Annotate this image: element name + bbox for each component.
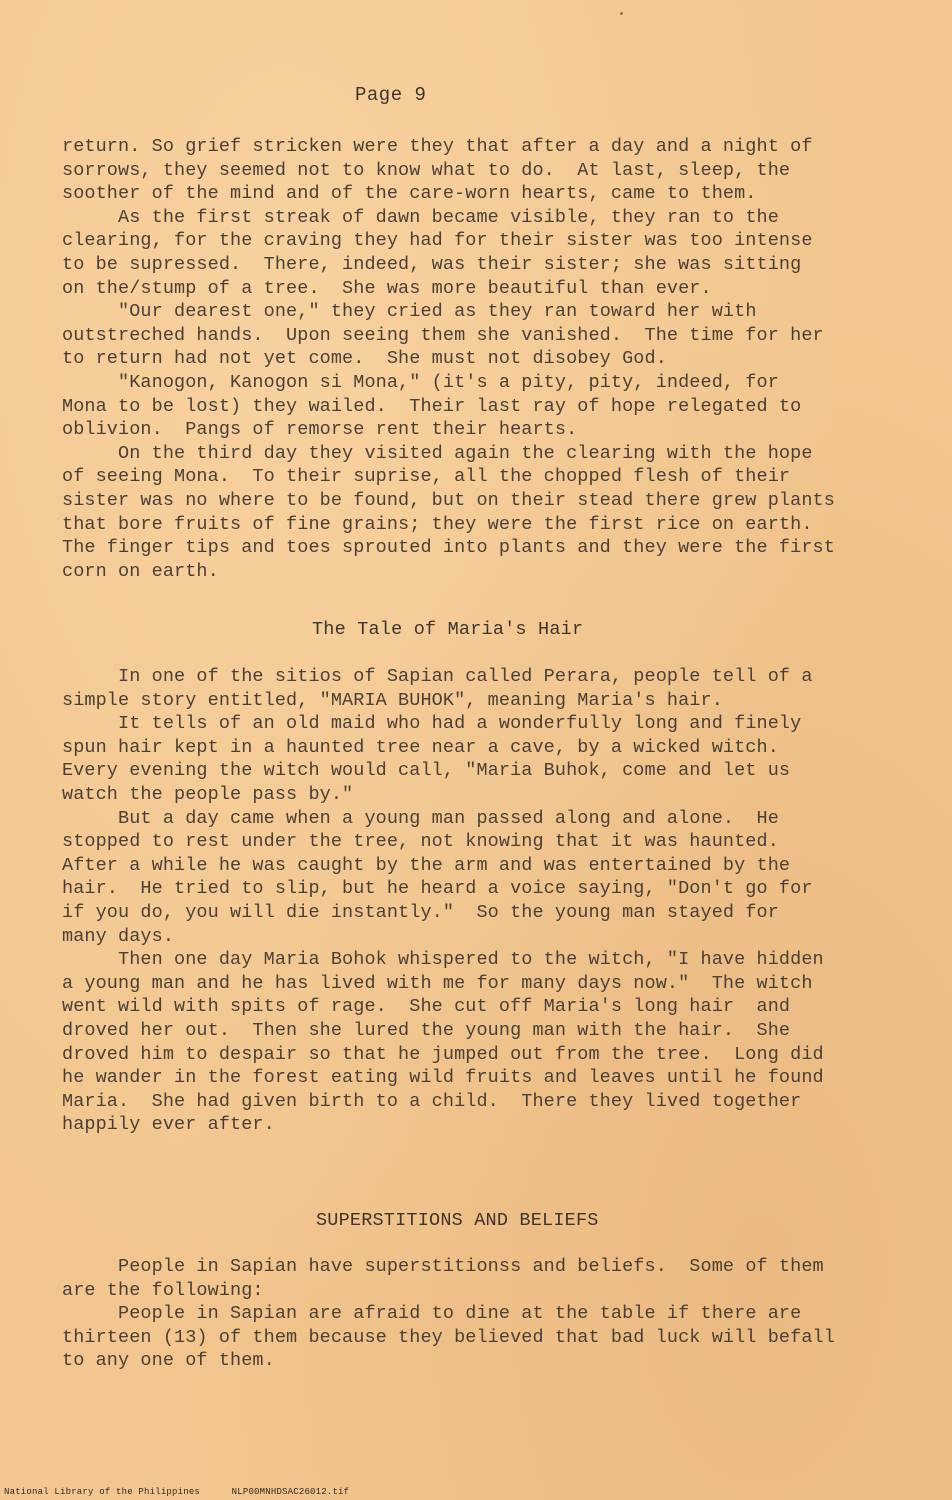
paragraph: In one of the sitios of Sapian called Perara, people tell of a simple story entitled, "MARIA BUHOK", meaning Maria's hair. — [62, 666, 813, 711]
paragraph: It tells of an old maid who had a wonderfully long and finely spun hair kept in a haunted tree near a cave, by a wicked witch. Every evening the witch would call, "Maria Buhok, come and let us watch the people pass by." — [62, 713, 802, 805]
footer-institution: National Library of the Philippines — [4, 1487, 201, 1497]
paragraph: As the first streak of dawn became visible, they ran to the clearing, for the craving they had for their sister was too intense to be supressed. There, indeed, was their sister; she was sitting on the/stump of a tree. She was more beautiful than ever. — [62, 206, 813, 299]
paragraph: return. So grief stricken were they that after a day and a night of sorrows, they seemed not to know what to do. At last, sleep, the soother of the mind and of the care-worn hearts, came to them. — [62, 136, 813, 205]
story-continuation — [62, 135, 892, 583]
footer-filename: NLP00MNHDSAC26012.tif — [231, 1487, 350, 1497]
section-heading: The Tale of Maria's Hair — [312, 619, 584, 640]
paragraph: On the third day they visited again the clearing with the hope of seeing Mona. To their suprise, all the chopped flesh of their sister was no where to be found, but on their stead there grew plants that bore fruits of fine grains; they were the first rice on earth. The finger tips and toes sprouted into plants and they were the first corn on earth. — [62, 442, 835, 582]
paragraph: But a day came when a young man passed along and alone. He stopped to rest under the tree, not knowing that it was haunted. After a while he was caught by the arm and was entertained by the hair. He tried to slip, but he heard a voice saying, "Don't go for if you do, you will die instantly." So the young man stayed for many days. — [62, 807, 813, 947]
superstitions-and-beliefs — [62, 1255, 892, 1373]
paragraph: "Our dearest one," they cried as they ran toward her with outstreched hands. Upon seeing them she vanished. The time for her to return had not yet come. She must not disobey God. — [62, 301, 824, 370]
paragraph: Then one day Maria Bohok whispered to the witch, "I have hidden a young man and he has lived with me for many days now." The witch went wild with spits of rage. She cut off Maria's long hair and droved her out. Then she lured the young man with the hair. She droved him to despair so that he jumped out from the tree. Long did he wander in the forest eating wild fruits and leaves until he found Maria. She had given birth to a child. There they lived together happily ever after. — [62, 949, 824, 1136]
paragraph: People in Sapian are afraid to dine at the table if there are thirteen (13) of them because they believed that bad luck will befall to any one of them. — [62, 1303, 835, 1372]
section-heading: SUPERSTITIONS AND BELIEFS — [316, 1210, 599, 1231]
page-number: Page 9 — [355, 84, 427, 106]
tale-of-marias-hair — [62, 665, 892, 1137]
scan-footer — [4, 1487, 375, 1497]
paper-speck — [620, 12, 623, 15]
paragraph: People in Sapian have superstitionss and beliefs. Some of them are the following: — [62, 1256, 824, 1301]
paragraph: "Kanogon, Kanogon si Mona," (it's a pity, pity, indeed, for Mona to be lost) they wailed. Their last ray of hope relegated to oblivion. Pangs of remorse rent their hearts. — [62, 371, 802, 441]
